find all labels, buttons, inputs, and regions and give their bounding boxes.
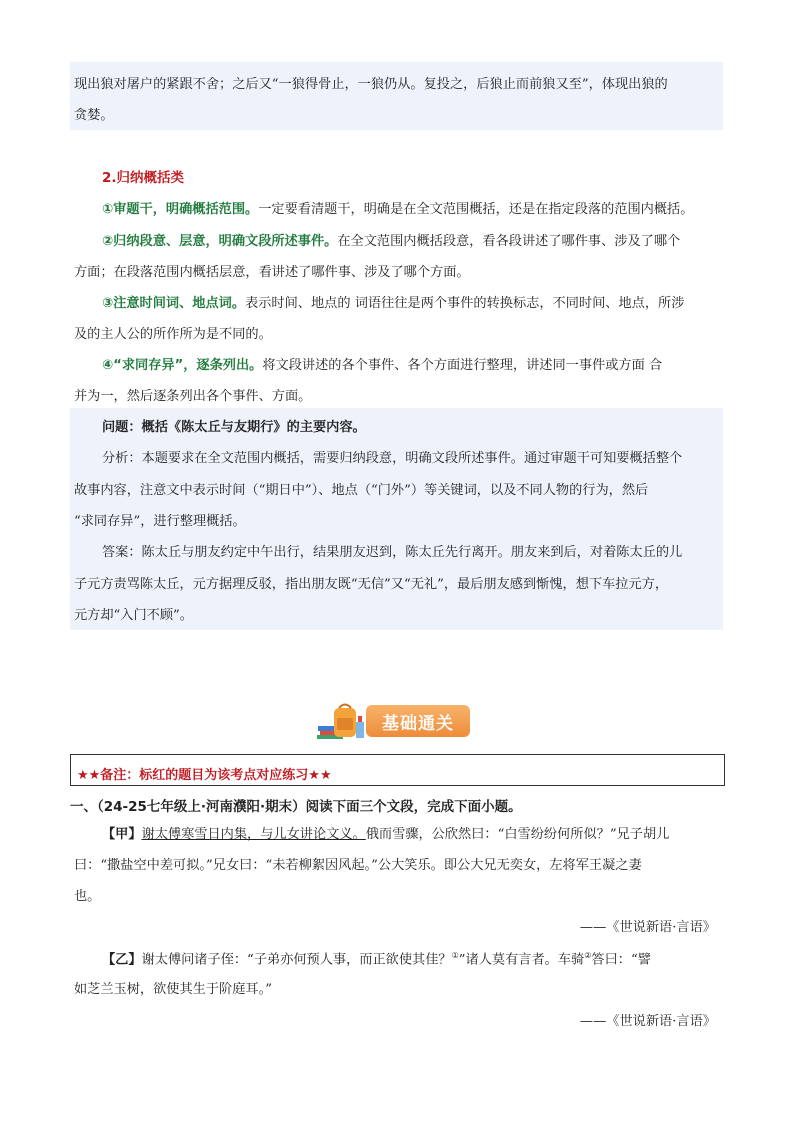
passage-jia-line-3: 也。 [74, 889, 101, 904]
method-item-3-body: 表示时间、地点的 词语往往是两个事件的转换标志，不同时间、地点，所涉 [245, 296, 685, 311]
method-item-1-body: 一定要看清题干，明确是在全文范围概括，还是在指定段落的范围内概括。 [258, 202, 694, 217]
footnote-1-marker: ① [451, 951, 459, 960]
method-item-2-cont: 方面；在段落范围内概括层意，看讲述了哪件事、涉及了哪个方面。 [74, 265, 470, 280]
passage-jia-source: ——《世说新语·言语》 [579, 920, 716, 935]
passage-yi-line-1b: ”诸人莫有言者。车骑 [458, 952, 585, 968]
example-analysis-3: “求同存异”，进行整理概括。 [74, 514, 246, 529]
passage-yi-tag: 【乙】 [102, 952, 142, 968]
previous-example-box [70, 62, 723, 130]
method-item-3-cont: 及的主人公的所作所为是不同的。 [74, 327, 272, 342]
method-item-4-body: 将文段讲述的各个事件、各个方面进行整理，讲述同一事件或方面 合 [262, 358, 663, 373]
banner-label: 基础通关 [366, 705, 470, 737]
method-item-3 [102, 297, 684, 310]
passage-jia-line-1 [102, 828, 669, 841]
example-answer-1: 答案：陈太丘与朋友约定中午出行，结果朋友迟到，陈太丘先行离开。朋友来到后，对着陈太丘的儿 [102, 545, 683, 560]
passage-yi-line-2: 如芝兰玉树，欲使其生于阶庭耳。” [74, 982, 272, 997]
passage-jia-line-2: 曰：“撒盐空中差可拟。”兄女曰：“未若柳絮因风起。”公大笑乐。即公大兄无奕女，左将军王凝之妻 [74, 858, 642, 873]
passage-jia-line-1-rest: 俄而雪骤，公欣然曰：“白雪纷纷何所似？”兄子胡儿 [365, 827, 670, 842]
method-item-3-head: ③注意时间词、地点词。 [102, 296, 246, 311]
example-answer-2: 子元方责骂陈太丘，元方据理反驳，指出朋友既“无信”又“无礼”，最后朋友感到惭愧，想下车拉元方， [74, 577, 669, 592]
passage-yi-line-1 [102, 952, 651, 967]
method-item-1 [102, 203, 693, 216]
passage-jia-tag: 【甲】 [102, 827, 142, 842]
previous-example-line-1: 现出狼对屠户的紧跟不舍；之后又“一狼得骨止，一狼仍从。复投之，后狼止而前狼又至”，体现出狼的 [74, 77, 668, 92]
example-question: 问题：概括《陈太丘与友期行》的主要内容。 [102, 420, 366, 435]
example-answer-3: 元方却“入门不顾”。 [74, 608, 193, 623]
question-title: 一、（24-25七年级上·河南濮阳·期末）阅读下面三个文段，完成下面小题。 [70, 799, 522, 815]
section-banner [316, 702, 478, 740]
footnote-2-marker: ② [584, 951, 592, 960]
method-item-4-head: ④“求同存异”，逐条列出。 [102, 358, 263, 373]
method-item-2 [102, 235, 680, 248]
method-item-2-body: 在全文范围内概括段意，看各段讲述了哪件事、涉及了哪个 [337, 234, 681, 249]
example-analysis-1: 分析：本题要求在全文范围内概括，需要归纳段意，明确文段所述事件。通过审题干可知要概括整个 [102, 451, 683, 466]
passage-yi-source: ——《世说新语·言语》 [579, 1014, 716, 1029]
method-item-4-cont: 并为一，然后逐条列出各个事件、方面。 [74, 389, 312, 404]
previous-example-line-2: 贪婪。 [74, 108, 114, 123]
passage-yi-line-1a: 谢太傅问诸子侄：“子弟亦何预人事，而正欲使其佳？ [141, 952, 452, 968]
passage-jia-underlined: 谢太傅寒雪日内集，与儿女讲论文义。 [141, 827, 366, 842]
method-item-4 [102, 359, 662, 372]
method-item-1-head: ①审题干，明确概括范围。 [102, 202, 259, 217]
passage-yi-line-1c: 答曰：“譬 [591, 952, 651, 968]
example-analysis-2: 故事内容，注意文中表示时间（“期日中”）、地点（“门外”）等关键词，以及不同人物的行为，然后 [74, 483, 649, 498]
note-text: ★★备注：标红的题目为该考点对应练习★★ [77, 768, 332, 783]
note-box [70, 754, 725, 786]
section-heading: 2.归纳概括类 [102, 170, 185, 186]
method-item-2-head: ②归纳段意、层意，明确文段所述事件。 [102, 234, 338, 249]
school-bag-books-icon [316, 702, 368, 740]
